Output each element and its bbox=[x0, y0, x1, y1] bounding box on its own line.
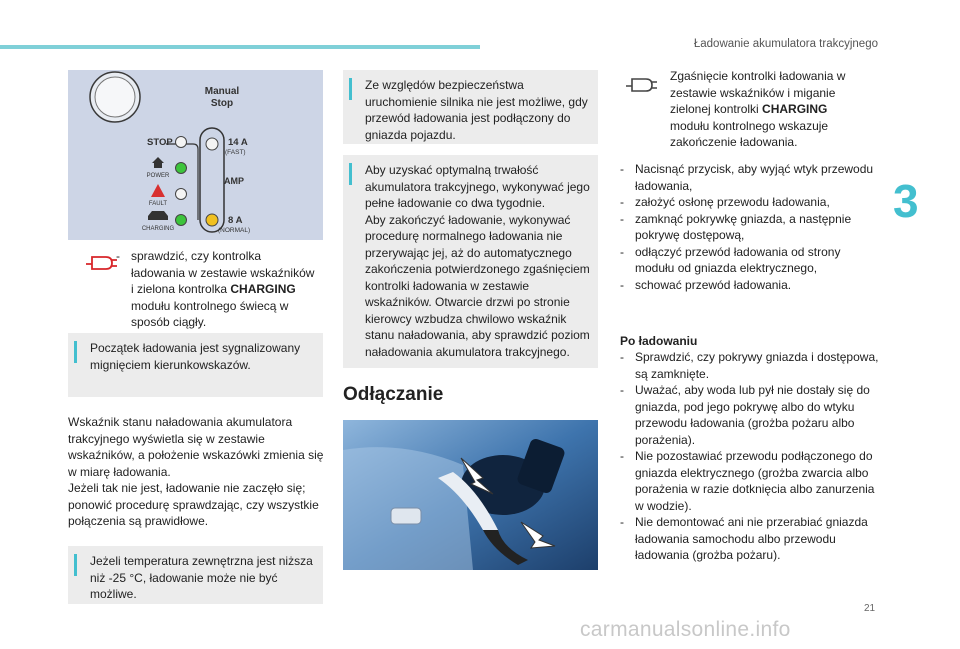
note-battery-life bbox=[343, 155, 598, 368]
note-accent-bar bbox=[349, 163, 352, 185]
watermark: carmanualsonline.info bbox=[580, 618, 791, 641]
unplugging-photo bbox=[343, 420, 598, 570]
charging-car-icon bbox=[148, 211, 168, 220]
note-text: Początek ładowania jest sygnalizowany mignięciem kierunkowskazów. bbox=[90, 341, 301, 372]
fault-label: FAULT bbox=[148, 201, 168, 207]
charging-label: CHARGING bbox=[141, 226, 175, 232]
note-text: Ze względów bezpieczeństwa uruchomienie silnika nie jest możliwe, gdy przewód ładowania jest podłączony do gniazda pojazdu. bbox=[365, 78, 588, 142]
note-turn-signals bbox=[68, 333, 323, 397]
unplug-step-item: - Nacisnąć przycisk, aby wyjąć wtyk przewodu ładowania, bbox=[620, 161, 882, 194]
after-charging-heading: Po ładowaniu bbox=[620, 334, 698, 348]
manual-label: Manual bbox=[204, 86, 240, 97]
amp-8-mode: (NORMAL) bbox=[218, 227, 251, 234]
unplug-steps-list bbox=[620, 161, 882, 293]
unplug-step-item: - założyć osłonę przewodu ładowania, bbox=[620, 194, 882, 211]
check-item: - sprawdzić, czy kontrolka ładowania w zestawie wskaźników i zielona kontrolka CHARGING modułu kontrolnego świecą w sposób ciągły. bbox=[116, 248, 316, 331]
charging-module-illustration bbox=[68, 70, 323, 240]
note-accent-bar bbox=[74, 554, 77, 576]
amp-14-value: 14 A bbox=[228, 137, 248, 148]
charging-plug-icon-off bbox=[624, 74, 658, 96]
after-charging-item: - Sprawdzić, czy pokrywy gniazda i dostępowa, są zamknięte. bbox=[620, 349, 882, 382]
led-power bbox=[176, 163, 187, 174]
power-label: POWER bbox=[146, 173, 170, 179]
led-fault bbox=[176, 189, 187, 200]
charging-plug-icon bbox=[84, 252, 118, 274]
section-heading: Odłączanie bbox=[343, 384, 444, 405]
amp-14-mode: (FAST) bbox=[225, 149, 246, 156]
charge-indicator-text: Wskaźnik stanu naładowania akumulatora trakcyjnego wyświetla się w zestawie wskaźników, a położenie wskazówki zmienia się w miarę ładowania. Jeżeli tak nie jest, ładowanie nie zaczęło się; ponowić procedurę sprawdzając, czy wszystkie połączenia są prawidłowe. bbox=[68, 415, 324, 528]
note-text: Jeżeli temperatura zewnętrzna jest niższa niż -25 °C, ładowanie może nie być możliwe. bbox=[90, 554, 313, 601]
led-14a bbox=[206, 138, 218, 150]
led-stop bbox=[176, 137, 187, 148]
unplug-step-item: - schować przewód ładowania. bbox=[620, 277, 882, 294]
led-8a bbox=[206, 214, 218, 226]
unplug-step-item: - odłączyć przewód ładowania od strony modułu od gniazda elektrycznego, bbox=[620, 244, 882, 277]
note-accent-bar bbox=[74, 341, 77, 363]
stop-label: STOP bbox=[147, 137, 173, 148]
manual-stop-button-inner bbox=[95, 77, 135, 117]
after-charging-list bbox=[620, 349, 882, 564]
panel-connector-line bbox=[166, 144, 198, 220]
page-number: 21 bbox=[864, 603, 876, 614]
charging-end-text: Zgaśnięcie kontrolki ładowania w zestawie wskaźników i miganie zielonej kontrolki CHARGING modułu kontrolnego wskazuje zakończenie ładowania. bbox=[670, 69, 846, 149]
check-list bbox=[116, 248, 316, 331]
charging-module-svg bbox=[68, 70, 323, 240]
note-accent-bar bbox=[349, 78, 352, 100]
chapter-number: 3 bbox=[893, 175, 919, 227]
header-accent-bar bbox=[0, 45, 480, 49]
unplug-step-item: - zamknąć pokrywkę gniazda, a następnie pokrywę dostępową, bbox=[620, 211, 882, 244]
led-charging bbox=[176, 215, 187, 226]
section-title: Ładowanie akumulatora trakcyjnego bbox=[693, 38, 878, 50]
amp-label: AMP bbox=[224, 176, 244, 186]
stop-label-top: Stop bbox=[210, 98, 234, 109]
unplugging-photo-svg bbox=[343, 420, 598, 570]
amp-8-value: 8 A bbox=[228, 215, 243, 226]
after-charging-item: - Nie demontować ani nie przerabiać gniazda ładowania samochodu albo przewodu ładowania (grożba pożaru). bbox=[620, 514, 882, 564]
note-safety bbox=[343, 70, 598, 144]
power-house-icon bbox=[152, 157, 164, 168]
fault-warning-icon bbox=[151, 184, 165, 197]
after-charging-item: - Nie pozostawiać przewodu podłączonego do gniazda elektrycznego (grożba zwarcia albo porażenia w razie dotknięcia albo zanurzenia w wodzie). bbox=[620, 448, 882, 514]
note-temperature bbox=[68, 546, 323, 604]
note-text: Aby uzyskać optymalną trwałość akumulatora trakcyjnego, wykonywać jego pełne ładowanie co dwa tygodnie. Aby zakończyć ładowanie, wykonywać procedurę normalnego ładowania nie przerywając jej, aż do automatycznego zakończenia potwierdzonego zgaśnięciem kontrolki ładowania w zestawie wskaźników. Otwarcie drzwi po stronie kierowcy wzbudza chwilowo wskaźnik stanu naładowania, aby sprawdzić poziom naładowania akumulatora trakcyjnego. bbox=[365, 163, 590, 359]
after-charging-item: - Uważać, aby woda lub pył nie dostały się do gniazda, pod jego pokrywę albo do wtyku przewodu ładowania (grożba pożaru albo porażenia). bbox=[620, 382, 882, 448]
